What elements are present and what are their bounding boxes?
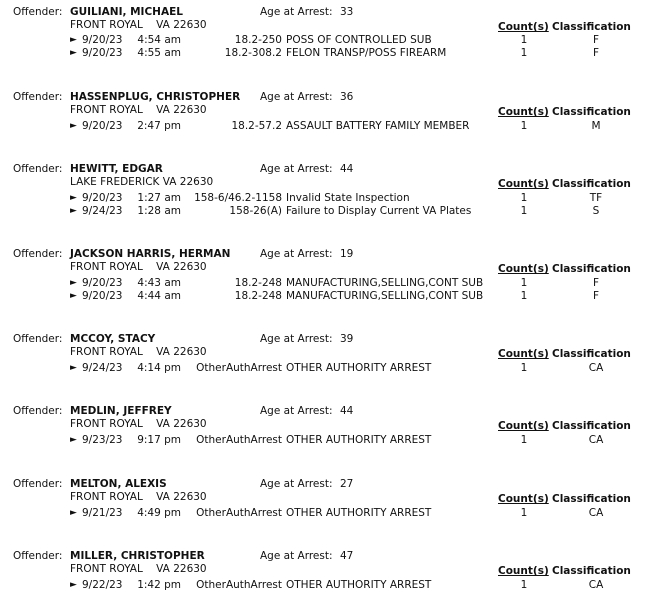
charge-description: Invalid State Inspection <box>286 192 410 204</box>
charge-time: 1:28 am <box>137 205 181 217</box>
charge-time: 4:43 am <box>137 277 181 289</box>
offender-name: MELTON, ALEXIS <box>70 478 167 490</box>
charge-row <box>0 507 649 520</box>
charge-code: 18.2-248 <box>234 290 282 302</box>
offender-label: Offender: <box>13 333 63 345</box>
arrow-icon: ► <box>70 435 77 445</box>
charge-row <box>0 362 649 375</box>
offender-name: JACKSON HARRIS, HERMAN <box>70 248 231 260</box>
charge-count: 1 <box>520 507 528 519</box>
classification-header: Classification <box>552 493 631 505</box>
count-header: Count(s) <box>498 420 549 432</box>
offender-label: Offender: <box>13 163 63 175</box>
charge-date: 9/22/23 <box>82 579 123 591</box>
charge-time: 4:14 pm <box>137 362 181 374</box>
offender-block <box>0 333 649 383</box>
arrow-icon: ► <box>70 580 77 590</box>
offender-label: Offender: <box>13 478 63 490</box>
age-value: 19 <box>340 248 354 260</box>
age-value: 39 <box>340 333 354 345</box>
count-header: Count(s) <box>498 493 549 505</box>
offender-address: FRONT ROYAL VA 22630 <box>70 19 207 31</box>
charge-time: 2:47 pm <box>137 120 181 132</box>
offender-address: FRONT ROYAL VA 22630 <box>70 261 207 273</box>
arrow-icon: ► <box>70 278 77 288</box>
charge-code: OtherAuthArrest <box>196 434 282 446</box>
age-value: 44 <box>340 405 354 417</box>
charge-description: OTHER AUTHORITY ARREST <box>286 507 432 519</box>
age-label: Age at Arrest: <box>260 478 333 490</box>
charge-classification: CA <box>588 579 604 591</box>
charge-time: 1:42 pm <box>137 579 181 591</box>
offender-address: FRONT ROYAL VA 22630 <box>70 104 207 116</box>
charge-description: Failure to Display Current VA Plates <box>286 205 472 217</box>
charge-code: OtherAuthArrest <box>196 362 282 374</box>
classification-header: Classification <box>552 420 631 432</box>
charge-code: 18.2-248 <box>234 277 282 289</box>
charge-count: 1 <box>520 205 528 217</box>
charge-row <box>0 47 649 60</box>
charge-code: 18.2-308.2 <box>224 47 282 59</box>
age-label: Age at Arrest: <box>260 6 333 18</box>
charge-code: 18.2-250 <box>234 34 282 46</box>
classification-header: Classification <box>552 348 631 360</box>
offender-name: GUILIANI, MICHAEL <box>70 6 183 18</box>
charge-date: 9/20/23 <box>82 47 123 59</box>
charge-count: 1 <box>520 362 528 374</box>
charge-count: 1 <box>520 120 528 132</box>
count-header: Count(s) <box>498 106 549 118</box>
charge-count: 1 <box>520 34 528 46</box>
age-label: Age at Arrest: <box>260 550 333 562</box>
charge-description: FELON TRANSP/POSS FIREARM <box>286 47 447 59</box>
charge-description: MANUFACTURING,SELLING,CONT SUB <box>286 277 484 289</box>
charge-description: ASSAULT BATTERY FAMILY MEMBER <box>286 120 470 132</box>
charge-description: MANUFACTURING,SELLING,CONT SUB <box>286 290 484 302</box>
age-value: 47 <box>340 550 354 562</box>
charge-classification: F <box>592 290 600 302</box>
charge-count: 1 <box>520 192 528 204</box>
charge-classification: F <box>592 47 600 59</box>
arrow-icon: ► <box>70 35 77 45</box>
charge-code: OtherAuthArrest <box>196 507 282 519</box>
charge-time: 4:54 am <box>137 34 181 46</box>
age-label: Age at Arrest: <box>260 91 333 103</box>
offender-label: Offender: <box>13 6 63 18</box>
charge-row <box>0 34 649 47</box>
charge-row <box>0 192 649 205</box>
age-label: Age at Arrest: <box>260 405 333 417</box>
charge-date: 9/20/23 <box>82 192 123 204</box>
arrow-icon: ► <box>70 193 77 203</box>
offender-name: HEWITT, EDGAR <box>70 163 163 175</box>
offender-address: FRONT ROYAL VA 22630 <box>70 346 207 358</box>
count-header: Count(s) <box>498 178 549 190</box>
charge-classification: CA <box>588 434 604 446</box>
charge-time: 4:49 pm <box>137 507 181 519</box>
age-value: 27 <box>340 478 354 490</box>
charge-code: OtherAuthArrest <box>196 579 282 591</box>
arrow-icon: ► <box>70 363 77 373</box>
age-value: 33 <box>340 6 354 18</box>
charge-classification: F <box>592 277 600 289</box>
charge-date: 9/20/23 <box>82 290 123 302</box>
charge-description: OTHER AUTHORITY ARREST <box>286 434 432 446</box>
offender-block <box>0 91 649 141</box>
classification-header: Classification <box>552 565 631 577</box>
classification-header: Classification <box>552 21 631 33</box>
charge-date: 9/20/23 <box>82 120 123 132</box>
charge-code: 158-26(A) <box>229 205 282 217</box>
charge-count: 1 <box>520 277 528 289</box>
charge-description: POSS OF CONTROLLED SUB <box>286 34 432 46</box>
charge-count: 1 <box>520 47 528 59</box>
offender-name: MCCOY, STACY <box>70 333 156 345</box>
offender-label: Offender: <box>13 405 63 417</box>
offender-address: FRONT ROYAL VA 22630 <box>70 491 207 503</box>
offender-address: FRONT ROYAL VA 22630 <box>70 563 207 575</box>
charge-count: 1 <box>520 290 528 302</box>
charge-classification: CA <box>588 362 604 374</box>
charge-count: 1 <box>520 579 528 591</box>
arrow-icon: ► <box>70 508 77 518</box>
offender-label: Offender: <box>13 550 63 562</box>
classification-header: Classification <box>552 263 631 275</box>
charge-date: 9/24/23 <box>82 362 123 374</box>
charge-date: 9/21/23 <box>82 507 123 519</box>
count-header: Count(s) <box>498 263 549 275</box>
charge-code: 18.2-57.2 <box>231 120 282 132</box>
charge-date: 9/20/23 <box>82 277 123 289</box>
arrow-icon: ► <box>70 48 77 58</box>
count-header: Count(s) <box>498 348 549 360</box>
count-header: Count(s) <box>498 565 549 577</box>
offender-label: Offender: <box>13 91 63 103</box>
offender-address: FRONT ROYAL VA 22630 <box>70 418 207 430</box>
charge-row <box>0 120 649 133</box>
charge-description: OTHER AUTHORITY ARREST <box>286 579 432 591</box>
offender-name: MEDLIN, JEFFREY <box>70 405 172 417</box>
charge-count: 1 <box>520 434 528 446</box>
charge-date: 9/24/23 <box>82 205 123 217</box>
offender-block <box>0 405 649 455</box>
charge-classification: M <box>591 120 601 132</box>
age-label: Age at Arrest: <box>260 163 333 175</box>
charge-time: 9:17 pm <box>137 434 181 446</box>
offender-block <box>0 550 649 600</box>
charge-time: 4:55 am <box>137 47 181 59</box>
charge-date: 9/23/23 <box>82 434 123 446</box>
charge-row <box>0 205 649 218</box>
classification-header: Classification <box>552 106 631 118</box>
age-label: Age at Arrest: <box>260 333 333 345</box>
arrow-icon: ► <box>70 121 77 131</box>
charge-classification: CA <box>588 507 604 519</box>
age-label: Age at Arrest: <box>260 248 333 260</box>
charge-row <box>0 290 649 303</box>
charge-time: 4:44 am <box>137 290 181 302</box>
charge-classification: TF <box>589 192 603 204</box>
offender-block <box>0 478 649 528</box>
charge-classification: S <box>592 205 600 217</box>
arrow-icon: ► <box>70 291 77 301</box>
charge-code: 158-6/46.2-1158 <box>194 192 282 204</box>
charge-row <box>0 434 649 447</box>
age-value: 36 <box>340 91 354 103</box>
charge-classification: F <box>592 34 600 46</box>
age-value: 44 <box>340 163 354 175</box>
offender-label: Offender: <box>13 248 63 260</box>
charge-time: 1:27 am <box>137 192 181 204</box>
charge-date: 9/20/23 <box>82 34 123 46</box>
arrow-icon: ► <box>70 206 77 216</box>
classification-header: Classification <box>552 178 631 190</box>
charge-row <box>0 277 649 290</box>
offender-name: MILLER, CHRISTOPHER <box>70 550 205 562</box>
offender-name: HASSENPLUG, CHRISTOPHER <box>70 91 241 103</box>
charge-description: OTHER AUTHORITY ARREST <box>286 362 432 374</box>
count-header: Count(s) <box>498 21 549 33</box>
charge-row <box>0 579 649 592</box>
offender-address: LAKE FREDERICK VA 22630 <box>70 176 214 188</box>
